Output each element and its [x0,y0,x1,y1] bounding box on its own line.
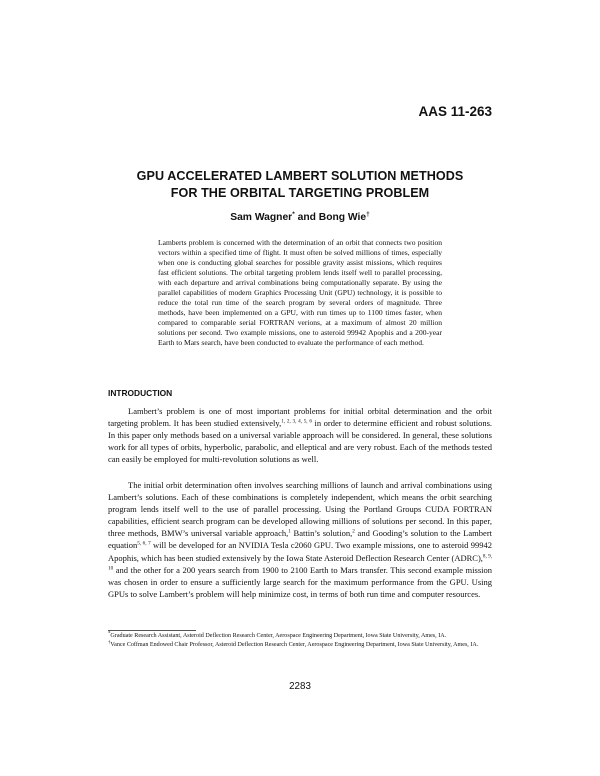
section-heading-introduction: INTRODUCTION [108,388,173,398]
abstract-text: Lamberts problem is concerned with the determination of an orbit that connects two position vectors within a specified time of flight. It must often be solved millions of times, especially when one is conducting global searches for possible gravity assist missions, which requires fast efficient solutions. The orbital targeting problem lends itself well to parallel processing, with each departure and arrival combinations being computationally separate. By using the parallel capabilities of modern Graphics Processing Unit (GPU) technology, it is possible to reduce the total run time of the search program by several orders of magnitude. Three methods, have been implemented on a GPU, with run times up to 1100 times faster, when compared to comparable serial FORTRAN verions, at a maximum of almost 20 million solutions per second. Two example missions, one to asteroid 99942 Apophis and a 200-year Earth to Mars search, have been conducted to evaluate the performance of each method. [158,238,442,348]
citation: 1, 2, 3, 4, 5, 6 [281,418,312,425]
footnote-2-text: Vance Coffman Endowed Chair Professor, Asteroid Deflection Research Center, Aerospace Engineering Department, Iowa State University, Ames, IA. [110,642,479,649]
p2-text-b: Battin’s solution, [290,528,353,539]
author-1-footnote-mark: * [292,211,295,218]
title-line-1: GPU ACCELERATED LAMBERT SOLUTION METHODS [136,169,464,183]
footnotes [108,632,492,650]
footnote-1-text: Graduate Research Assistant, Asteroid Deflection Research Center, Aerospace Engineering Department, Iowa State University, Ames, IA. [110,633,447,639]
p2-text-c: and Gooding’s solution to the Lambert equation [108,528,493,551]
footnote-1 [108,631,492,641]
paper-title [100,168,500,202]
intro-paragraph-2 [108,479,492,600]
page-number: 2283 [289,681,311,692]
p2-text-d: will be developed for an NVIDIA Tesla c2060 GPU. Two example missions, one to asteroid 99942 Apophis, which has been studied extensively by the Iowa State Asteroid Deflection Research Center (ADRC), [108,540,492,563]
author-name-1: Sam Wagner [230,212,293,223]
p2-text-a: The initial orbit determination often involves searching millions of launch and arrival combinations using Lambert’s solutions. Each of these combinations is completely independent, which means the orbit searching program lends itself well to the use of parallel processing. Using the Portland Groups CUDA FORTRAN capabilities, efficient search program can be developed allowing millions of solutions per second. In this paper, three methods, BMW’s universal variable approach, [108,480,492,539]
citation: 5, 6, 7 [137,540,151,547]
footnote-2 [108,640,492,650]
p2-text-e: and the other for a 200 years search from 1900 to 2100 Earth to Mars transfer. This second example mission was chosen in order to ensure a sufficiently large search for the maximum performance from the GPU. Using GPUs to solve Lambert’s problem will help minimize cost, in terms of both run time and computer resources. [108,564,492,599]
author-connector: and [294,212,319,223]
intro-paragraph-1 [108,405,492,465]
p1-text-a: Lambert’s problem is one of most important problems for initial orbital determination and the orbit targeting problem. It has been studied extensively, [108,406,492,429]
citation: 1 [288,528,291,535]
title-line-2: FOR THE ORBITAL TARGETING PROBLEM [170,186,430,200]
author-name-2: Bong Wie [318,212,367,223]
citation: 8, 9, 10 [108,553,493,572]
p1-text-b: in order to determine efficient and robust solutions. In this paper only methods based on a universal variable approach will be considered. In general, these solutions work for all types of orbits, hyperbolic, parabolic, and elleptical and are very robust. Each of the methods tested can easily be employed for multi-revolution solutions as well. [108,418,493,465]
footnote-2-mark: † [108,640,111,646]
citation: 2 [352,528,355,535]
footnote-separator [108,630,196,631]
footnote-1-mark: * [108,631,111,637]
paper-id: AAS 11-263 [418,104,492,119]
author-2-footnote-mark: † [366,211,370,218]
author-line [100,212,500,223]
abstract [158,238,442,349]
